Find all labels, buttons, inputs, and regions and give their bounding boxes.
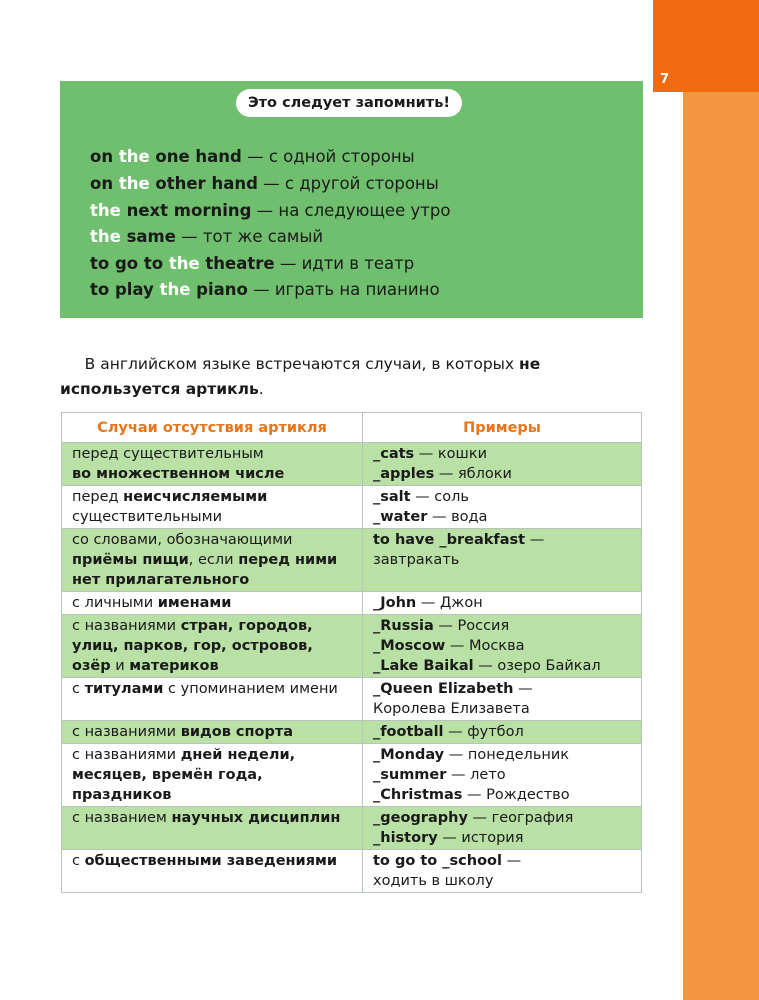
case-text: общественными заведениями [84, 853, 338, 869]
example-text: _Monday [373, 747, 445, 763]
example-line [373, 828, 635, 848]
header-cases: Случаи отсутствия артикля [62, 413, 363, 443]
case-text: видов спорта [180, 724, 294, 740]
example-line [373, 444, 635, 464]
case-text: стран, городов, улиц, парков, гор, островов, озёр [72, 618, 313, 674]
example-line [373, 656, 635, 676]
example-line [373, 550, 635, 570]
intro-paragraph: В английском языке встречаются случаи, в которых не используется артикль. [60, 355, 541, 398]
example-text: to go to _school [373, 853, 502, 869]
example-text: — [501, 853, 522, 869]
examples-cell [363, 615, 642, 678]
example-text: — [525, 532, 545, 548]
example-text: — понедельник [444, 747, 570, 763]
table-row [62, 721, 642, 744]
examples-cell [363, 850, 642, 893]
case-text: титулами [84, 681, 164, 697]
case-cell [62, 615, 363, 678]
example-line [373, 530, 635, 550]
case-cell [62, 443, 363, 486]
case-cell [62, 807, 363, 850]
header-examples: Примеры [363, 413, 642, 443]
case-text: с [72, 681, 85, 697]
case-cell [62, 721, 363, 744]
case-text: перед ними нет прилагательного [72, 552, 338, 588]
examples-cell [363, 529, 642, 592]
examples-cell [363, 443, 642, 486]
example-line [373, 722, 635, 742]
table-row [62, 678, 642, 721]
case-text: неисчисляемыми [123, 489, 268, 505]
example-text: _cats [373, 446, 415, 462]
case-cell [62, 850, 363, 893]
example-text: — география [467, 810, 574, 826]
example-line [373, 507, 635, 527]
table-row [62, 486, 642, 529]
phrase-row: the same — тот же самый [90, 227, 324, 246]
example-line [373, 871, 635, 891]
example-text: — вода [427, 509, 488, 525]
example-line [373, 808, 635, 828]
case-cell [62, 678, 363, 721]
case-text: со словами, обозначающими [72, 532, 293, 548]
example-text: _Lake Baikal [373, 658, 474, 674]
phrase-row: on the one hand — с одной стороны [90, 147, 415, 166]
example-line [373, 699, 635, 719]
case-text: с названием [72, 810, 172, 826]
example-text: _geography [373, 810, 468, 826]
example-line [373, 851, 635, 871]
example-text: — [513, 681, 533, 697]
phrase-row: to go to the theatre — идти в театр [90, 254, 415, 273]
example-text: — Рождество [462, 787, 570, 803]
phrase-row: the next morning — на следующее утро [90, 201, 451, 220]
example-text: — Москва [445, 638, 525, 654]
example-text: _salt [373, 489, 411, 505]
case-text: , если [188, 552, 239, 568]
examples-cell [363, 592, 642, 615]
case-text: с названиями [72, 724, 181, 740]
article-rules-table [61, 412, 642, 893]
table-row [62, 529, 642, 592]
table-row [62, 592, 642, 615]
case-cell [62, 744, 363, 807]
table-row [62, 807, 642, 850]
case-text: именами [157, 595, 232, 611]
example-line [373, 745, 635, 765]
page-side-tab [683, 92, 759, 1000]
example-line [373, 464, 635, 484]
example-text: _apples [373, 466, 435, 482]
table-row [62, 744, 642, 807]
example-text: Королева Елизавета [373, 701, 530, 717]
case-text: перед [72, 489, 124, 505]
case-text: с названиями [72, 618, 181, 634]
example-text: завтракать [373, 552, 460, 568]
case-cell [62, 486, 363, 529]
table-row [62, 850, 642, 893]
case-text: с названиями [72, 747, 181, 763]
example-line [373, 679, 635, 699]
example-text: — соль [410, 489, 469, 505]
remember-title: Это следует запомнить! [236, 89, 462, 117]
case-text: и [110, 658, 130, 674]
example-line [373, 593, 635, 613]
example-line [373, 636, 635, 656]
table-header-row [62, 413, 642, 443]
example-text: _history [373, 830, 438, 846]
case-text: с [72, 853, 85, 869]
examples-cell [363, 678, 642, 721]
example-text: _Queen Elizabeth [373, 681, 514, 697]
example-text: to have _breakfast [373, 532, 526, 548]
example-text: — Россия [433, 618, 510, 634]
case-text: с личными [72, 595, 158, 611]
example-text: — озеро Байкал [473, 658, 601, 674]
page-number: 7 [660, 72, 670, 87]
example-text: — история [437, 830, 524, 846]
phrase-row: to play the piano — играть на пианино [90, 280, 440, 299]
case-cell [62, 529, 363, 592]
case-cell [62, 592, 363, 615]
example-text: — лето [446, 767, 506, 783]
examples-cell [363, 486, 642, 529]
example-line [373, 785, 635, 805]
case-text: перед существительным [72, 446, 264, 462]
example-text: _football [373, 724, 444, 740]
table-row [62, 615, 642, 678]
example-text: _Christmas [373, 787, 463, 803]
examples-cell [363, 807, 642, 850]
example-text: — Джон [416, 595, 483, 611]
example-text: — кошки [414, 446, 488, 462]
example-line [373, 487, 635, 507]
case-text: существительными [72, 509, 222, 525]
case-text: научных дисциплин [171, 810, 341, 826]
example-text: — футбол [443, 724, 524, 740]
case-text: с упоминанием имени [163, 681, 338, 697]
examples-cell [363, 744, 642, 807]
example-text: _summer [373, 767, 447, 783]
case-text: материков [129, 658, 219, 674]
example-line [373, 765, 635, 785]
phrase-row: on the other hand — с другой стороны [90, 174, 439, 193]
case-text: во множественном числе [72, 466, 285, 482]
examples-cell [363, 721, 642, 744]
example-text: _water [373, 509, 428, 525]
example-text: _Moscow [373, 638, 446, 654]
example-text: ходить в школу [373, 873, 494, 889]
example-text: — яблоки [434, 466, 512, 482]
example-text: _Russia [373, 618, 434, 634]
example-text: _John [373, 595, 417, 611]
case-text: приёмы пищи [72, 552, 189, 568]
table-row [62, 443, 642, 486]
case-text: дней недели, месяцев, времён года, праздников [72, 747, 296, 803]
example-line [373, 616, 635, 636]
